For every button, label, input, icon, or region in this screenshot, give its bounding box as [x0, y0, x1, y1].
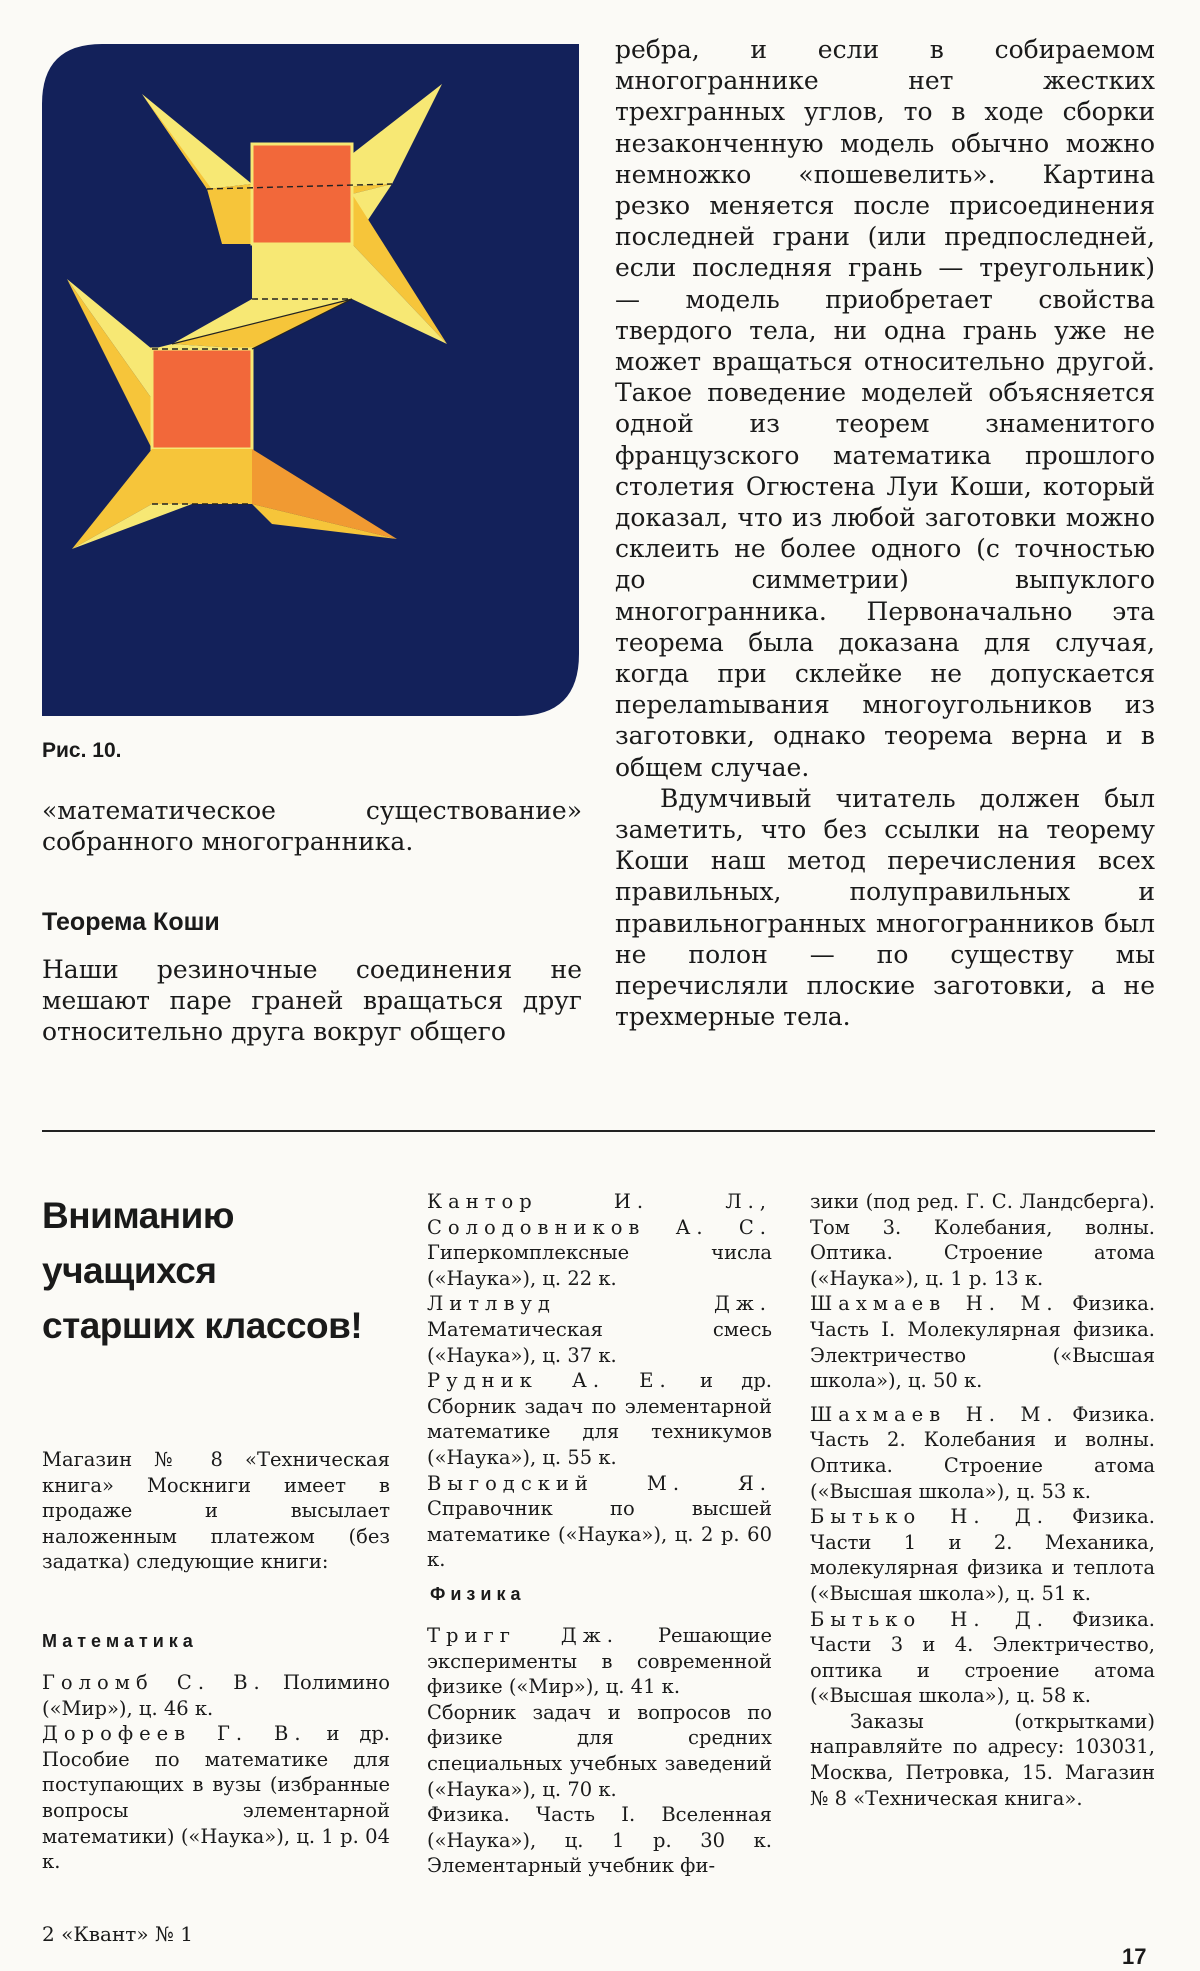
book-author: Шахмаев Н. М.	[810, 1402, 1059, 1426]
book-entry	[42, 1721, 390, 1875]
book-entry	[427, 1189, 772, 1291]
book-entry	[810, 1504, 1155, 1606]
page-number: 17	[1122, 1944, 1147, 1969]
figure-rotating-net-illustration	[42, 44, 579, 716]
book-details: Математическая смесь («Наука»), ц. 37 к.	[427, 1317, 772, 1367]
figure-svg	[42, 44, 579, 716]
book-entry	[427, 1623, 772, 1700]
book-entry	[427, 1802, 772, 1879]
book-author: Бытько Н. Д.	[810, 1607, 1049, 1631]
physics-book-list	[427, 1623, 772, 1879]
book-author: Голомб С. В.	[42, 1671, 266, 1694]
top-below-square	[252, 244, 352, 299]
book-author: Шахмаев Н. М.	[810, 1292, 1059, 1316]
book-details: Физика. Часть I. Молекулярная физика. Электричество («Высшая школа»), ц. 50 к.	[810, 1292, 1156, 1393]
book-entry	[810, 1402, 1155, 1504]
book-details: Решающие эксперименты в современной физике («Мир»), ц. 41 к.	[427, 1624, 772, 1699]
book-author: Тригг Дж.	[427, 1624, 619, 1647]
book-details: Физика. Части 1 и 2. Механика, молекулярная физика и теплота («Высшая школа»), ц. 51 к.	[810, 1505, 1155, 1605]
bottom-square	[152, 349, 252, 449]
book-details: Сборник задач и вопросов по физике для средних специальных учебных заведений («Наука»), ц. 70 к.	[427, 1700, 772, 1801]
section-heading: Теорема Коши	[42, 908, 220, 936]
horizontal-divider	[42, 1130, 1155, 1132]
book-details: Физика. Часть 2. Колебания и волны. Оптика. Строение атома («Высшая школа»), ц. 53 к.	[810, 1402, 1156, 1503]
book-entry	[810, 1291, 1155, 1393]
right-paragraph-1: ребра, и если в собираемом многограннике нет жестких трехгранных углов, то в ходе сборки незаконченную модель обычно можно немножко «пошевелить». Картина резко меняется после присоединения последней грани (или предпоследней, если последняя грань — треугольник) — модель приобретает свойства твердого тела, ни одна грань уже не может вращаться относительно другой. Такое поведение моделей объясняется одной из теорем знаменитого французского математика прошлого столетия Огюстена Луи Коши, который доказал, что из любой заготовки можно склеить не более одного (с точностью до симметрии) выпуклого многогранника. Первоначально эта теорема была доказана для случая, когда при склейке не допускается перелamывания многоугольников из заготовки, однако теорема верна и в общем случае.	[615, 35, 1155, 782]
math-heading: Математика	[42, 1631, 198, 1651]
order-info: Заказы (открытками) направляйте по адресу: 103031, Москва, Петровка, 15. Магазин № 8 «Техническая книга».	[810, 1709, 1155, 1810]
math-book-list	[42, 1670, 390, 1875]
figure-caption: Рис. 10.	[42, 739, 122, 762]
book-entry	[42, 1670, 390, 1721]
book-entry	[427, 1700, 772, 1802]
book-details: Физика. Часть I. Вселенная («Наука»), ц. 1 р. 30 к. Элементарный учебник фи-	[427, 1803, 772, 1878]
book-entry	[427, 1471, 772, 1573]
right-paragraph-2: Вдумчивый читатель должен был заметить, что без ссылки на теорему Коши наш метод перечисления всех правильных, полуправильных и правильногранных многогранников был не полон — по существу мы перечисляли плоские заготовки, а не трехмерные тела.	[615, 783, 1155, 1032]
book-author: Выгодский М. Я.	[427, 1471, 772, 1495]
book-author: Рудник А. Е.	[427, 1369, 672, 1393]
book-entry	[810, 1189, 1155, 1291]
journal-signature: 2 «Квант» № 1	[42, 1922, 193, 1946]
notice-intro-text: Магазин № 8 «Техническая книга» Москниги имеет в продаже и высылает наложенным платежом (без задатка) следующие книги:	[42, 1448, 390, 1574]
book-entry	[810, 1607, 1155, 1709]
book-author: Кантор И. Л., Солодовников А. С.	[427, 1190, 772, 1239]
below-bottom-square	[152, 449, 252, 504]
notice-intro	[42, 1447, 390, 1575]
book-details: и др. Пособие по математике для поступающих в вузы (избранные вопросы элементарной математики) («Наука»), ц. 1 р. 04 к.	[42, 1722, 391, 1874]
notice-title: Вниманию учащихся старших классов!	[42, 1195, 363, 1346]
book-details: Гиперкомплексные числа («Наука»), ц. 22 к.	[427, 1241, 772, 1290]
article-right-column	[615, 34, 1155, 1033]
top-square	[252, 144, 352, 244]
book-details: Физика. Части 3 и 4. Электричество, оптика и строение атома («Высшая школа»), ц. 58 к.	[810, 1607, 1155, 1708]
book-list-column-2	[427, 1189, 772, 1573]
article-left-continuation	[42, 795, 582, 857]
article-left-paragraph	[42, 954, 582, 1048]
book-author: Литлвуд Дж.	[427, 1292, 772, 1316]
book-entry	[427, 1368, 772, 1470]
left-continuation-paragraph: «математическое существование» собранного многогранника.	[42, 796, 582, 857]
book-details: Справочник по высшей математике («Наука»), ц. 2 р. 60 к.	[427, 1497, 772, 1572]
book-author: Бытько Н. Д.	[810, 1505, 1049, 1529]
book-list-column-3	[810, 1189, 1155, 1811]
book-details: зики (под ред. Г. С. Ландсберга). Том 3. Колебания, волны. Оптика. Строение атома («Наука»), ц. 1 р. 13 к.	[810, 1190, 1155, 1290]
book-details: и др. Сборник задач по элементарной математике для техникумов («Наука»), ц. 55 к.	[427, 1369, 772, 1469]
book-entry	[427, 1291, 772, 1368]
book-author: Дорофеев Г. В.	[42, 1722, 307, 1746]
left-paragraph: Наши резиночные соединения не мешают паре граней вращаться друг относительно друга вокруг общего	[42, 955, 582, 1047]
physics-heading: Физика	[430, 1584, 526, 1604]
book-details: Полимино («Мир»), ц. 46 к.	[42, 1671, 391, 1720]
